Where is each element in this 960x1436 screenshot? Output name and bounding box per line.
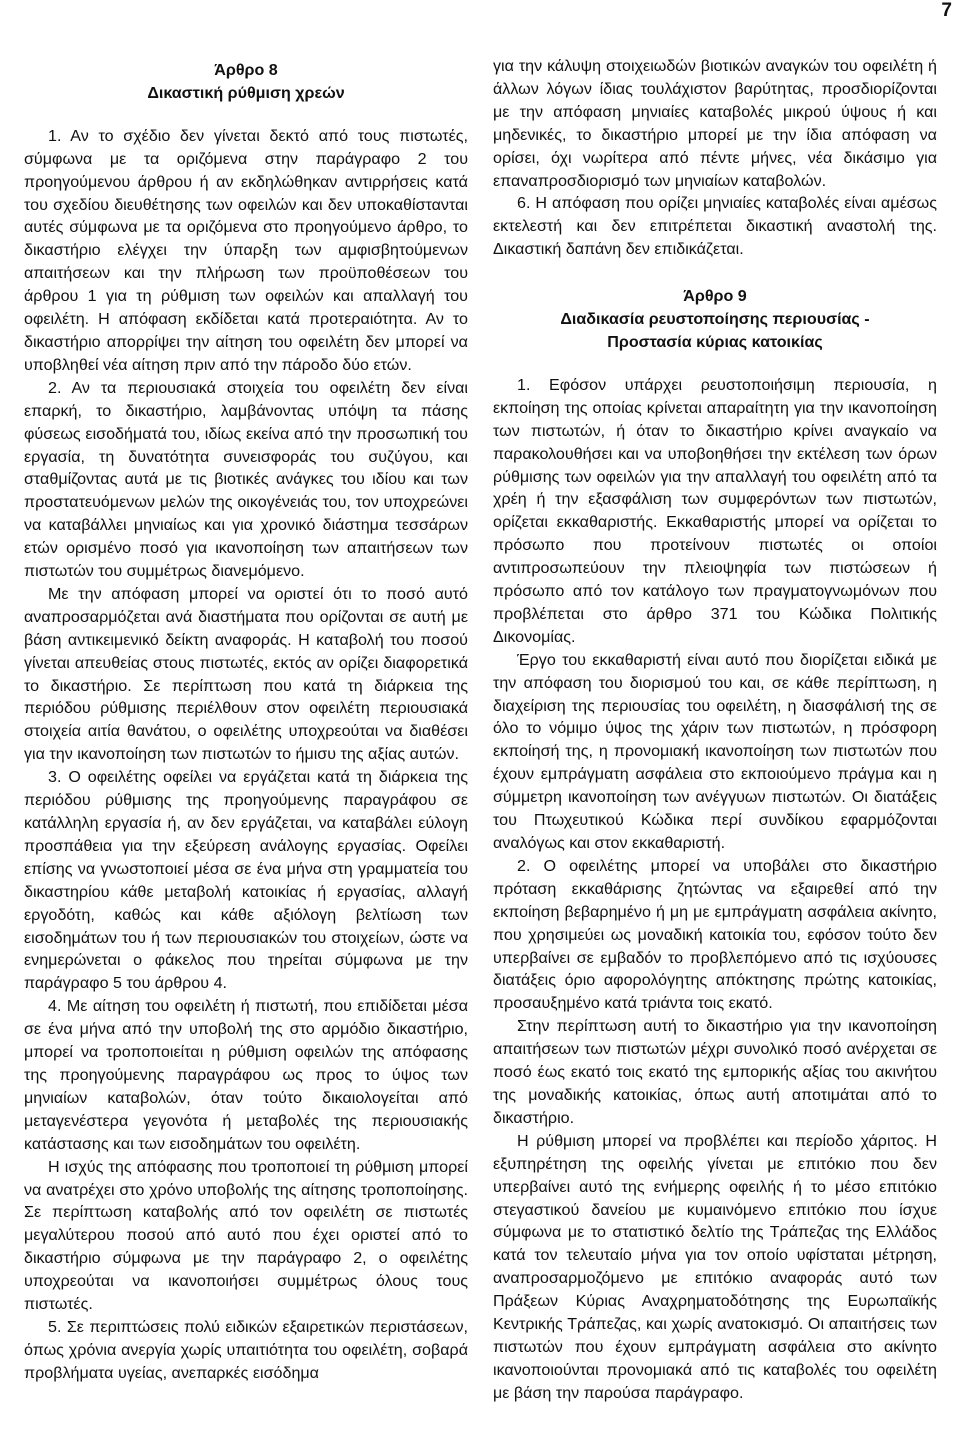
page-number: 7 [941,0,952,21]
left-column [24,55,468,1385]
paragraph: 5. Σε περιπτώσεις πολύ ειδικών εξαιρετικών περιστάσεων, όπως χρόνια ανεργία χωρίς υπαιτιότητα του οφειλέτη, σοβαρά προβλήματα υγείας, ανεπαρκές εισόδημα [24,1317,468,1382]
paragraph: 2. Ο οφειλέτης μπορεί να υποβάλει στο δικαστήριο πρόταση εκκαθάρισης ζητώντας να εξαιρεθεί από την εκποίηση βεβαρημένο ή μη με εμπράγματη ασφάλεια ακίνητο, που χρησιμεύει ως μοναδική κατοικία του, εφόσον τούτο δεν υπερβαίνει σε εμβαδόν το προβλεπόμενο από τις ισχύουσες διατάξεις όριο αφορολόγητης απόκτησης πρώτης κατοικίας, προσαυξημένο κατά τριάντα τοις εκατό. [493,856,937,1013]
paragraph: 1. Αν το σχέδιο δεν γίνεται δεκτό από τους πιστωτές, σύμφωνα με τα οριζόμενα στην παράγραφο 2 του προηγούμενου άρθρου ή αν εκδηλώθηκαν αντιρρήσεις κατά του σχεδίου διευθέτησης των οφειλών και δεν υποκαθίστανται αυτές σύμφωνα με τα οριζόμενα στο προηγούμενο άρθρο, το δικαστήριο ελέγχει την ύπαρξη των αμφισβητούμενων απαιτήσεων και την πλήρωση των προϋποθέσεων του άρθρου 1 για τη ρύθμιση των οφειλών και απαλλαγή του οφειλέτη. Η απόφαση εκδίδεται κατά προτεραιότητα. Αν το δικαστήριο απορρίψει την αίτηση του οφειλέτη δεν μπορεί να υποβληθεί νέα αίτηση πριν από την πάροδο δύο ετών. [24,126,468,374]
article-title: Άρθρο 8 [214,61,278,79]
paragraph: Στην περίπτωση αυτή το δικαστήριο για την ικανοποίηση απαιτήσεων των πιστωτών μέχρι συνολικό ποσό ανέρχεται σε ποσό έως εκατό τοις εκατό της εμπορικής αξίας του ακινήτου της μοναδικής κατοικίας, όπως αυτή αποτιμάται από το δικαστήριο. [493,1017,937,1127]
paragraph: Έργο του εκκαθαριστή είναι αυτό που διορίζεται ειδικά με την απόφαση του διορισμού του και, σε κάθε περίπτωση, η διαχείριση της περιουσίας του οφειλέτη, η διασφάλισή της σε όλο το νόμιμο ύψος της χάριν των πιστωτών, η πρόσφορη εκποίησή της, η προνομιακή ικανοποίηση των πιστωτών που έχουν εμπράγματη ασφάλεια στο εκποιούμενο πράγμα και η σύμμετρη ικανοποίηση των ανέγγυων πιστωτών. Οι διατάξεις του Πτωχευτικού Κώδικα περί συνδίκου εφαρμόζονται αναλόγως και στον εκκαθαριστή. [493,650,937,852]
paragraph-continued: για την κάλυψη στοιχειωδών βιοτικών αναγκών του οφειλέτη ή άλλων λόγων ίδιας τουλάχιστον βαρύτητας, προσδιορίζονται με την απόφαση μηνιαίες καταβολές μικρού ύψους ή και μηδενικές, το δικαστήριο μπορεί με την ίδια απόφαση να ορίσει, όχι νωρίτερα από πέντε μήνες, νέα δικάσιμο για επαναπροσδιορισμό των μηνιαίων καταβολών. [493,57,937,190]
right-column [493,55,937,1405]
article-subtitle: Δικαστική ρύθμιση χρεών [147,83,345,102]
paragraph: Η ισχύς της απόφασης που τροποποιεί τη ρύθμιση μπορεί να ανατρέχει στο χρόνο υποβολής της αίτησης τροποποίησης. Σε περίπτωση καταβολής από τον οφειλέτη σε πιστωτές μεγαλύτερου ποσού από αυτό που έχει οριστεί από το δικαστήριο σύμφωνα με την παράγραφο 2, ο οφειλέτης υποχρεούται να ικανοποιήσει συμμέτρως όλους τους πιστωτές. [24,1157,468,1314]
paragraph: Με την απόφαση μπορεί να οριστεί ότι το ποσό αυτό αναπροσαρμόζεται ανά διαστήματα που ορίζονται σε αυτή με βάση αντικειμενικό δείκτη αναφοράς. Η καταβολή του ποσού γίνεται απευθείας στους πιστωτές, εκτός αν ορίζει διαφορετικά το δικαστήριο. Σε περίπτωση που κατά τη διάρκεια της περιόδου ρύθμισης περιέλθουν στον οφειλέτη περιουσιακά στοιχεία αιτία θανάτου, ο οφειλέτης υποχρεούται να διαθέσει για την ικανοποίηση των πιστωτών το ήμισυ της αξίας αυτών. [24,584,468,764]
article-title: Άρθρο 9 [683,287,747,306]
article-8-heading [24,59,468,105]
paragraph: 1. Εφόσον υπάρχει ρευστοποιήσιμη περιουσία, η εκποίηση της οποίας κρίνεται απαραίτητη για την ικανοποίηση των πιστωτών, ή όταν το δικαστήριο κρίνει αναγκαίο να παρακολουθήσει και να υποβοηθήσει την εκτέλεση των όρων ρύθμισης των οφειλών για την απαλλαγή του οφειλέτη από τα χρέη ή την εξασφάλιση των συμφερόντων των πιστωτών, ορίζεται εκκαθαριστής. Εκκαθαριστής μπορεί να ορίζεται το πρόσωπο που προτείνουν πιστωτές οι οποίοι αντιπροσωπεύουν την πλειοψηφία των πιστώσεων ή πρόσωπο από τον κατάλογο των πραγματογνωμόνων που προβλέπεται στο άρθρο 371 του Κώδικα Πολιτικής Δικονομίας. [493,375,937,646]
paragraph: 3. Ο οφειλέτης οφείλει να εργάζεται κατά τη διάρκεια της περιόδου ρύθμισης της προηγούμενης παραγράφου σε κατάλληλη εργασία ή, αν δεν εργάζεται, να καταβάλει εύλογη προσπάθεια για την εξεύρεση ανάλογης εργασίας. Οφείλει επίσης να γνωστοποιεί μέσα σε ένα μήνα στη γραμματεία του δικαστηρίου κάθε μεταβολή κατοικίας ή εργασίας, αλλαγή εργοδότη, καθώς και κάθε αξιόλογη βελτίωση των εισοδημάτων του ή των περιουσιακών του στοιχείων, ώστε να ενημερώνεται ο φάκελος που τηρείται σύμφωνα με την παράγραφο 5 του άρθρου 4. [24,768,468,993]
article-subtitle: Προστασία κύριας κατοικίας [607,332,823,351]
article-9-heading [493,285,937,354]
article-subtitle: Διαδικασία ρευστοποίησης περιουσίας - [560,310,870,329]
paragraph: 6. Η απόφαση που ορίζει μηνιαίες καταβολές είναι αμέσως εκτελεστή και δεν επιτρέπεται δικαστική αναστολή της. Δικαστική δαπάνη δεν επιδικάζεται. [493,194,937,259]
paragraph: 2. Αν τα περιουσιακά στοιχεία του οφειλέτη δεν είναι επαρκή, το δικαστήριο, λαμβάνοντας υπόψη τα πάσης φύσεως εισοδήματά του, ιδίως εκείνα από την προσωπική του εργασία, τη δυνατότητα συνεισφοράς του συζύγου, και σταθμίζοντας αυτά με τις βιοτικές ανάγκες του ιδίου και των προστατευόμενων μελών της οικογένειάς του, τον υποχρεώνει να καταβάλλει μηνιαίως και για χρονικό διάστημα τεσσάρων ετών ορισμένο ποσό για ικανοποίηση των απαιτήσεων των πιστωτών του συμμέτρως διανεμόμενο. [24,378,468,581]
paragraph: Η ρύθμιση μπορεί να προβλέπει και περίοδο χάριτος. Η εξυπηρέτηση της οφειλής γίνεται με επιτόκιο που δεν υπερβαίνει αυτό της ενήμερης οφειλής ή το μέσο επιτόκιο στεγαστικού δανείου με κυμαινόμενο επιτόκιο που ίσχυε σύμφωνα με το στατιστικό δελτίο της Τράπεζας της Ελλάδος κατά τον τελευταίο μήνα για τον οποίο υφίσταται μέτρηση, αναπροσαρμοζόμενο με επιτόκιο αναφοράς αυτό των Πράξεων Κύριας Αναχρηματοδότησης της Ευρωπαϊκής Κεντρικής Τράπεζας, και χωρίς ανατοκισμό. Οι απαιτήσεις των πιστωτών που έχουν εμπράγματη ασφάλεια στο ακίνητο ικανοποιούνται προνομιακά από τις καταβολές του οφειλέτη με βάση την παρούσα παράγραφο. [493,1131,937,1402]
paragraph: 4. Με αίτηση του οφειλέτη ή πιστωτή, που επιδίδεται μέσα σε ένα μήνα από την υποβολή της στο αρμόδιο δικαστήριο, μπορεί να τροποποιείται η ρύθμιση οφειλών της απόφασης της προηγούμενης παραγράφου ως προς το ύψος των μηνιαίων καταβολών, όταν τούτο δικαιολογείται από μεταγενέστερα γεγονότα ή μεταβολές της περιουσιακής κατάστασης και των εισοδημάτων του οφειλέτη. [24,997,468,1153]
